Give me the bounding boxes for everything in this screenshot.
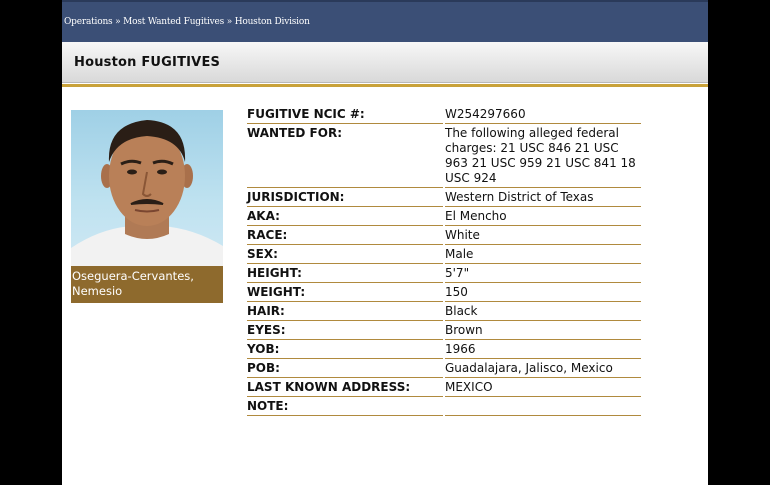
fugitive-name-caption: Oseguera-Cervantes, Nemesio: [71, 266, 223, 303]
detail-label: YOB:: [247, 340, 443, 359]
header-divider: [62, 84, 708, 87]
detail-label: JURISDICTION:: [247, 188, 443, 207]
detail-row: [247, 378, 641, 397]
detail-label: EYES:: [247, 321, 443, 340]
detail-value: Brown: [445, 321, 641, 340]
detail-row: [247, 340, 641, 359]
breadcrumb-separator: »: [226, 17, 233, 27]
detail-label: LAST KNOWN ADDRESS:: [247, 378, 443, 397]
breadcrumb-houston-division: Houston Division: [234, 17, 310, 27]
detail-value: Male: [445, 245, 641, 264]
detail-row: [247, 124, 641, 188]
detail-row: [247, 397, 641, 416]
detail-row: [247, 245, 641, 264]
detail-value: Western District of Texas: [445, 188, 641, 207]
detail-value: 150: [445, 283, 641, 302]
breadcrumb: [64, 17, 310, 27]
page: [62, 0, 708, 485]
detail-value: [445, 397, 641, 416]
detail-row: [247, 105, 641, 124]
detail-label: HEIGHT:: [247, 264, 443, 283]
detail-label: AKA:: [247, 207, 443, 226]
breadcrumb-most-wanted[interactable]: Most Wanted Fugitives: [123, 17, 225, 27]
detail-row: [247, 207, 641, 226]
detail-row: [247, 264, 641, 283]
detail-value: El Mencho: [445, 207, 641, 226]
detail-value: W254297660: [445, 105, 641, 124]
detail-value: 5'7": [445, 264, 641, 283]
detail-row: [247, 283, 641, 302]
detail-value: 1966: [445, 340, 641, 359]
detail-value: White: [445, 226, 641, 245]
detail-label: SEX:: [247, 245, 443, 264]
page-title: Houston FUGITIVES: [74, 55, 221, 70]
portrait-image: [71, 110, 223, 266]
detail-value: Black: [445, 302, 641, 321]
detail-value: MEXICO: [445, 378, 641, 397]
detail-row: [247, 226, 641, 245]
detail-label: WANTED FOR:: [247, 124, 443, 188]
detail-label: HAIR:: [247, 302, 443, 321]
fugitive-photo: [71, 110, 223, 266]
top-nav-bar: [62, 0, 708, 42]
detail-label: WEIGHT:: [247, 283, 443, 302]
detail-row: [247, 321, 641, 340]
detail-row: [247, 188, 641, 207]
detail-label: RACE:: [247, 226, 443, 245]
detail-value: The following alleged federal charges: 21 USC 846 21 USC 963 21 USC 959 21 USC 841 18 USC 924: [445, 124, 641, 188]
detail-label: POB:: [247, 359, 443, 378]
detail-row: [247, 302, 641, 321]
detail-row: [247, 359, 641, 378]
breadcrumb-separator: »: [115, 17, 121, 27]
detail-label: NOTE:: [247, 397, 443, 416]
detail-value: Guadalajara, Jalisco, Mexico: [445, 359, 641, 378]
fugitive-details-table: [245, 105, 643, 416]
detail-label: FUGITIVE NCIC #:: [247, 105, 443, 124]
breadcrumb-operations[interactable]: Operations: [64, 17, 113, 27]
section-header: [62, 42, 708, 83]
